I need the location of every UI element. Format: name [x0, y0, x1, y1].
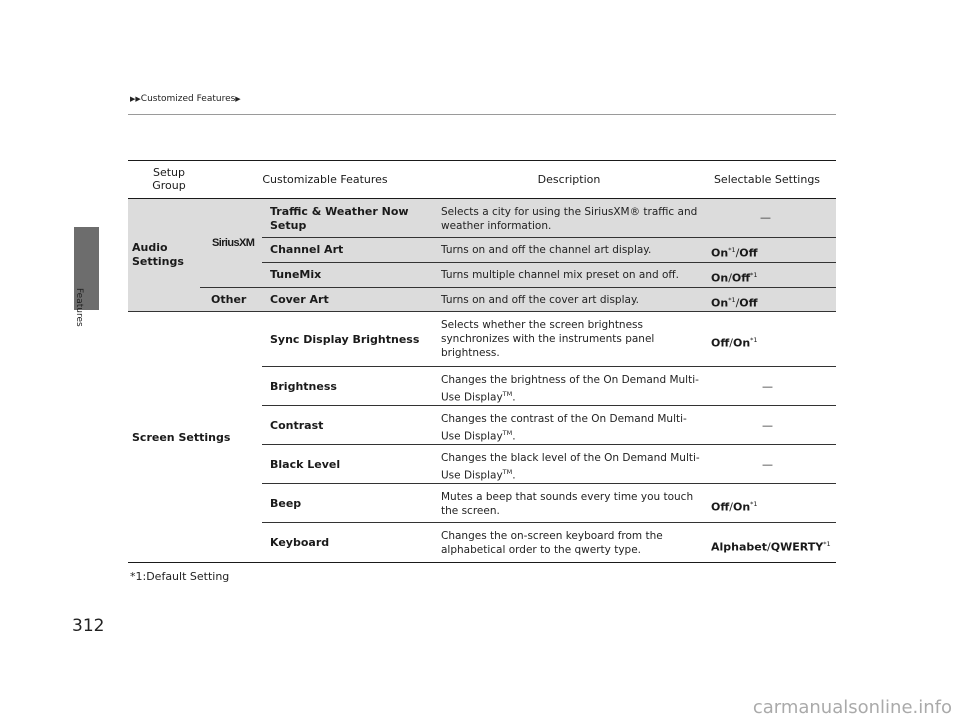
row-rule	[128, 311, 836, 312]
breadcrumb-end-arrow-icon: ▶	[235, 95, 241, 103]
page-number: 312	[72, 616, 105, 636]
setting-contrast: —	[762, 419, 773, 432]
table-top-rule	[128, 160, 836, 161]
desc-channel-art: Turns on and off the channel art display.	[441, 244, 652, 256]
row-rule	[262, 405, 836, 406]
setting-beep: Off/On$^{*1}$	[711, 500, 758, 514]
desc-tunemix: Turns multiple channel mix preset on and off.	[441, 269, 679, 281]
breadcrumb	[130, 94, 241, 104]
desc-contrast: Changes the contrast of the On Demand Multi- Use Display™.	[441, 413, 687, 443]
desc-brightness: Changes the brightness of the On Demand Multi- Use Display™.	[441, 374, 699, 404]
siriusxm-logo: SiriusXM	[212, 237, 255, 249]
feature-channel-art: Channel Art	[270, 243, 344, 256]
row-rule	[200, 287, 836, 288]
desc-cover-art: Turns on and off the cover art display.	[441, 294, 639, 306]
setting-brightness: —	[762, 380, 773, 393]
table-bottom-rule	[128, 562, 836, 563]
row-rule	[262, 522, 836, 523]
section-tab-label: Features	[74, 288, 84, 327]
desc-black-level: Changes the black level of the On Demand Multi- Use Display™.	[441, 452, 700, 482]
breadcrumb-section[interactable]: Customized Features	[140, 94, 236, 104]
feature-traffic-weather: Traffic & Weather Now Setup	[270, 205, 409, 232]
row-rule	[262, 444, 836, 445]
setting-channel-art: On$^{*1}$/Off	[711, 246, 758, 260]
setting-traffic-weather: —	[760, 211, 771, 224]
group-audio-settings: Audio Settings	[132, 241, 184, 268]
setting-sync-display-brightness: Off/On$^{*1}$	[711, 336, 758, 350]
desc-keyboard: Changes the on-screen keyboard from the alphabetical order to the qwerty type.	[441, 530, 663, 556]
feature-cover-art: Cover Art	[270, 293, 329, 306]
header-features: Customizable Features	[262, 173, 388, 186]
desc-sync-display-brightness: Selects whether the screen brightness synchronizes with the instruments panel brightness.	[441, 319, 655, 359]
header-description: Description	[537, 173, 601, 186]
header-settings: Selectable Settings	[713, 173, 821, 186]
setting-keyboard: Alphabet/QWERTY$^{*1}$	[711, 540, 831, 554]
feature-tunemix: TuneMix	[270, 268, 322, 281]
group-other: Other	[211, 293, 247, 306]
watermark: carmanualsonline.info	[752, 697, 952, 718]
group-screen-settings: Screen Settings	[132, 431, 231, 444]
feature-beep: Beep	[270, 497, 302, 510]
row-rule	[262, 237, 836, 238]
row-rule	[262, 483, 836, 484]
footnote: *1:Default Setting	[130, 570, 230, 583]
feature-sync-display-brightness: Sync Display Brightness	[270, 333, 420, 346]
feature-keyboard: Keyboard	[270, 536, 330, 549]
breadcrumb-arrows-icon: ▶▶	[130, 95, 141, 103]
desc-beep: Mutes a beep that sounds every time you touch the screen.	[441, 491, 694, 517]
header-setup-group: Setup Group	[152, 166, 186, 192]
feature-contrast: Contrast	[270, 419, 324, 432]
setting-cover-art: On$^{*1}$/Off	[711, 296, 758, 310]
header-rule	[128, 114, 836, 115]
row-rule	[262, 366, 836, 367]
feature-black-level: Black Level	[270, 458, 341, 471]
feature-brightness: Brightness	[270, 380, 337, 393]
setting-black-level: —	[762, 458, 773, 471]
row-rule	[262, 262, 836, 263]
setting-tunemix: On/Off$^{*1}$	[711, 271, 758, 285]
desc-traffic-weather: Selects a city for using the SiriusXM® traffic and weather information.	[441, 206, 698, 232]
